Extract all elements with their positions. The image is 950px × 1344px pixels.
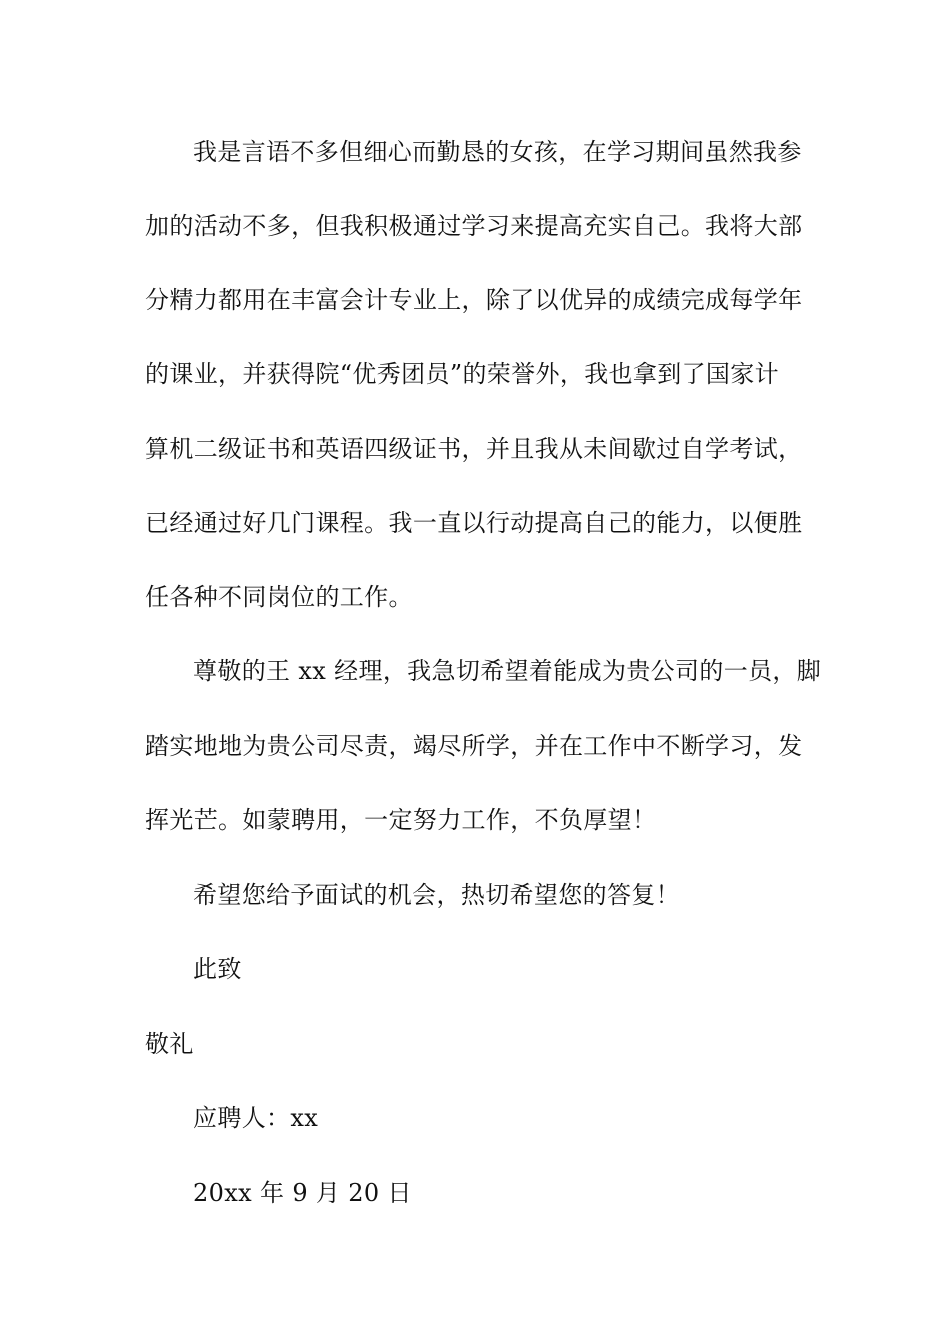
paragraph-1-line-4: 的课业，并获得院“优秀团员”的荣誉外，我也拿到了国家计 (145, 360, 779, 388)
closing-regards: 敬礼 (145, 1030, 194, 1058)
paragraph-1-line-2: 加的活动不多，但我积极通过学习来提高充实自己。我将大部 (145, 212, 803, 240)
paragraph-3: 希望您给予面试的机会，热切希望您的答复！ (193, 881, 680, 909)
paragraph-2-line-2: 踏实地地为贵公司尽责，竭尽所学，并在工作中不断学习，发 (145, 732, 803, 760)
paragraph-2-line-3: 挥光芒。如蒙聘用，一定努力工作，不负厚望！ (145, 806, 657, 834)
paragraph-1-line-5: 算机二级证书和英语四级证书，并且我从未间歇过自学考试， (145, 435, 803, 463)
paragraph-1-line-6: 已经通过好几门课程。我一直以行动提高自己的能力，以便胜 (145, 509, 803, 537)
paragraph-1-line-1: 我是言语不多但细心而勤恳的女孩，在学习期间虽然我参 (193, 138, 802, 166)
paragraph-2-line-1: 尊敬的王 xx 经理，我急切希望着能成为贵公司的一员，脚 (193, 657, 822, 685)
paragraph-1-line-3: 分精力都用在丰富会计专业上，除了以优异的成绩完成每学年 (145, 286, 803, 314)
paragraph-1-line-7: 任各种不同岗位的工作。 (145, 583, 413, 611)
letter-date: 20xx 年 9 月 20 日 (193, 1179, 412, 1207)
applicant-signature: 应聘人：xx (193, 1104, 319, 1132)
closing-salutation: 此致 (193, 955, 242, 983)
